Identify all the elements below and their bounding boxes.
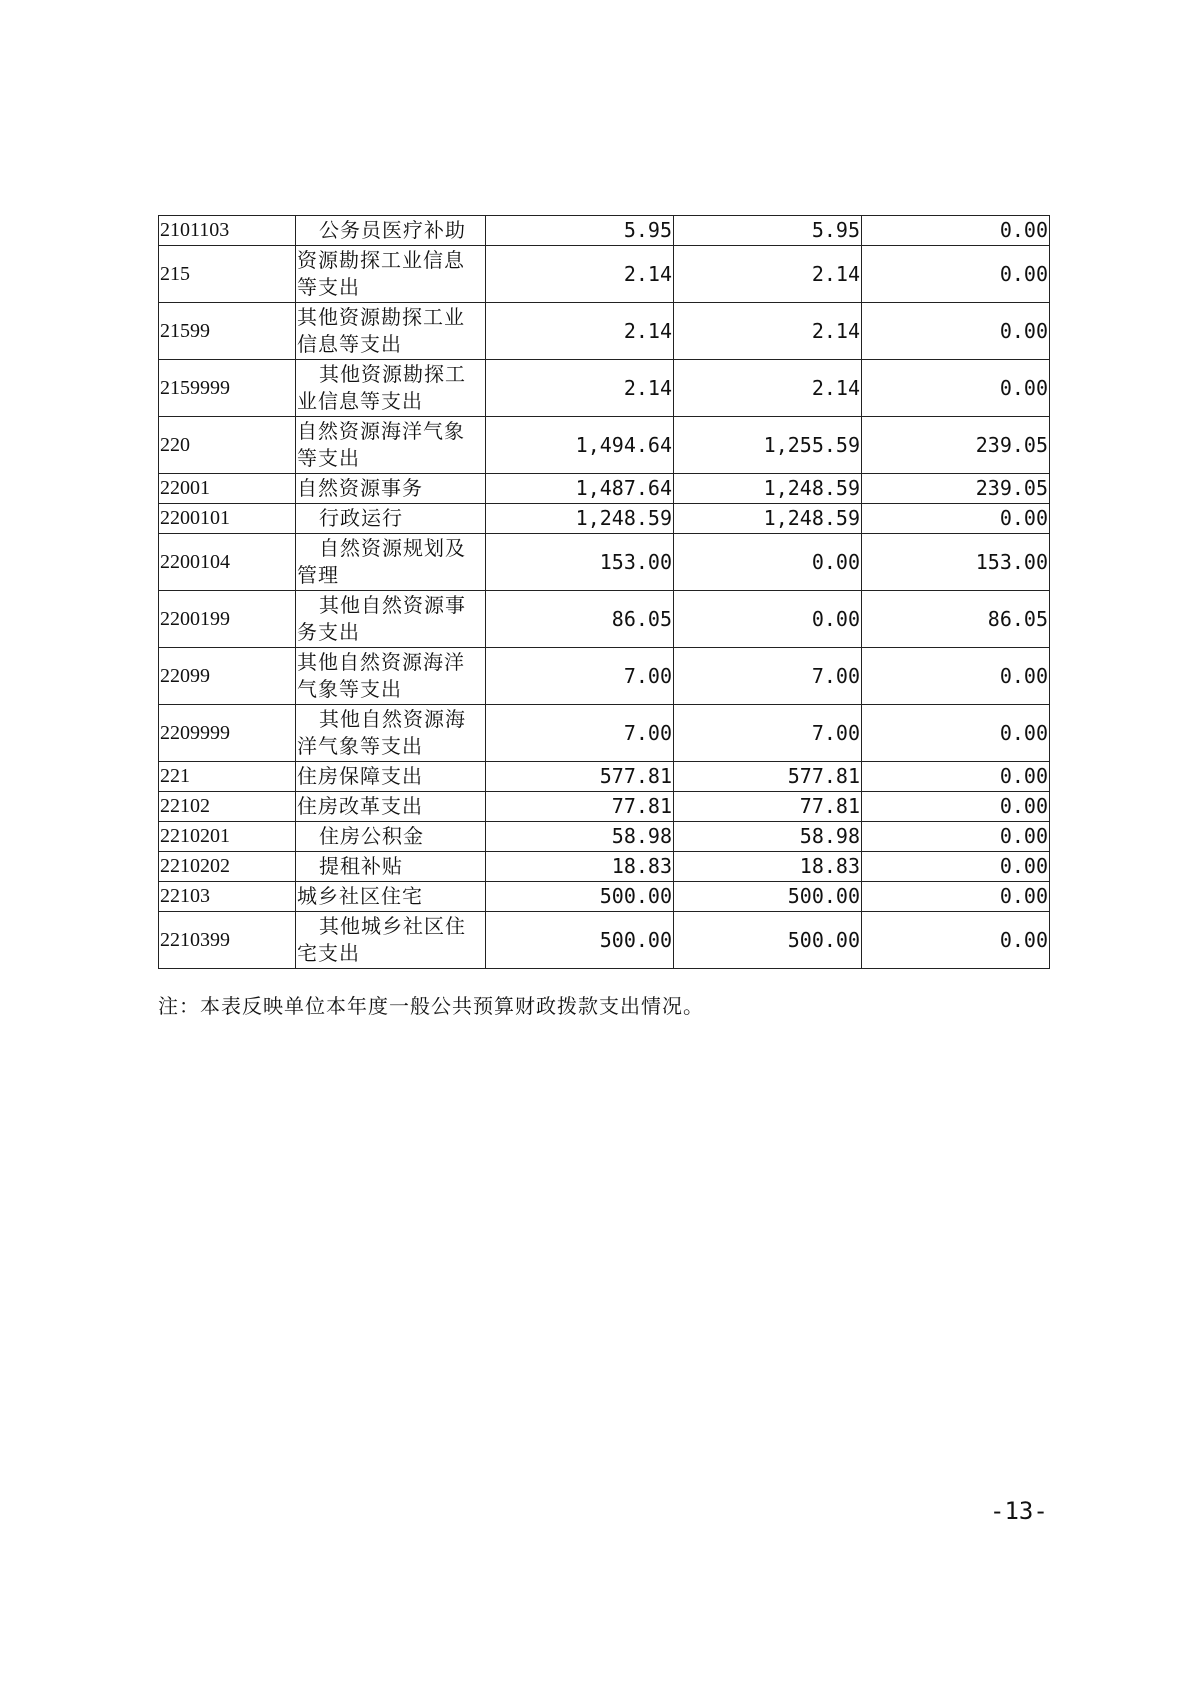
- account-name-cell: 行政运行: [296, 504, 486, 534]
- basic-expenditure-cell: 1,248.59: [674, 504, 862, 534]
- account-name-cell: 其他城乡社区住宅支出: [296, 912, 486, 969]
- project-expenditure-cell: 0.00: [862, 912, 1050, 969]
- project-expenditure-cell: 0.00: [862, 504, 1050, 534]
- account-name-cell: 自然资源事务: [296, 474, 486, 504]
- table-row: [159, 474, 1050, 504]
- basic-expenditure-cell: 1,248.59: [674, 474, 862, 504]
- basic-expenditure-cell: 0.00: [674, 591, 862, 648]
- basic-expenditure-cell: 2.14: [674, 303, 862, 360]
- page-number: -13-: [990, 1497, 1048, 1525]
- account-name-cell: 住房保障支出: [296, 762, 486, 792]
- table-row: [159, 303, 1050, 360]
- table-row: [159, 762, 1050, 792]
- project-expenditure-cell: 0.00: [862, 882, 1050, 912]
- account-name-cell: 其他自然资源事务支出: [296, 591, 486, 648]
- account-code-cell: 21599: [159, 303, 296, 360]
- basic-expenditure-cell: 2.14: [674, 360, 862, 417]
- total-amount-cell: 58.98: [486, 822, 674, 852]
- basic-expenditure-cell: 18.83: [674, 852, 862, 882]
- table-row: [159, 648, 1050, 705]
- table-row: [159, 246, 1050, 303]
- total-amount-cell: 577.81: [486, 762, 674, 792]
- account-code-cell: 221: [159, 762, 296, 792]
- table-row: [159, 417, 1050, 474]
- project-expenditure-cell: 86.05: [862, 591, 1050, 648]
- table-row: [159, 591, 1050, 648]
- account-name-cell: 自然资源海洋气象等支出: [296, 417, 486, 474]
- account-code-cell: 22001: [159, 474, 296, 504]
- table-row: [159, 882, 1050, 912]
- total-amount-cell: 86.05: [486, 591, 674, 648]
- account-code-cell: 2200104: [159, 534, 296, 591]
- basic-expenditure-cell: 7.00: [674, 705, 862, 762]
- project-expenditure-cell: 0.00: [862, 360, 1050, 417]
- account-code-cell: 22102: [159, 792, 296, 822]
- project-expenditure-cell: 239.05: [862, 417, 1050, 474]
- basic-expenditure-cell: 500.00: [674, 912, 862, 969]
- basic-expenditure-cell: 500.00: [674, 882, 862, 912]
- total-amount-cell: 2.14: [486, 360, 674, 417]
- total-amount-cell: 500.00: [486, 912, 674, 969]
- account-name-cell: 公务员医疗补助: [296, 216, 486, 246]
- basic-expenditure-cell: 577.81: [674, 762, 862, 792]
- account-name-cell: 城乡社区住宅: [296, 882, 486, 912]
- table-row: [159, 216, 1050, 246]
- project-expenditure-cell: 239.05: [862, 474, 1050, 504]
- basic-expenditure-cell: 5.95: [674, 216, 862, 246]
- table-row: [159, 822, 1050, 852]
- project-expenditure-cell: 0.00: [862, 648, 1050, 705]
- account-code-cell: 220: [159, 417, 296, 474]
- account-code-cell: 2209999: [159, 705, 296, 762]
- project-expenditure-cell: 153.00: [862, 534, 1050, 591]
- budget-table: [158, 215, 1050, 969]
- basic-expenditure-cell: 2.14: [674, 246, 862, 303]
- account-code-cell: 215: [159, 246, 296, 303]
- total-amount-cell: 1,494.64: [486, 417, 674, 474]
- basic-expenditure-cell: 0.00: [674, 534, 862, 591]
- table-row: [159, 912, 1050, 969]
- total-amount-cell: 2.14: [486, 303, 674, 360]
- project-expenditure-cell: 0.00: [862, 303, 1050, 360]
- account-name-cell: 提租补贴: [296, 852, 486, 882]
- project-expenditure-cell: 0.00: [862, 246, 1050, 303]
- table-row: [159, 504, 1050, 534]
- table-note: 注：本表反映单位本年度一般公共预算财政拨款支出情况。: [158, 994, 704, 1018]
- account-code-cell: 2200199: [159, 591, 296, 648]
- project-expenditure-cell: 0.00: [862, 705, 1050, 762]
- account-code-cell: 2210399: [159, 912, 296, 969]
- table-row: [159, 534, 1050, 591]
- total-amount-cell: 18.83: [486, 852, 674, 882]
- account-name-cell: 其他资源勘探工业信息等支出: [296, 360, 486, 417]
- total-amount-cell: 7.00: [486, 648, 674, 705]
- project-expenditure-cell: 0.00: [862, 852, 1050, 882]
- total-amount-cell: 2.14: [486, 246, 674, 303]
- account-code-cell: 2210201: [159, 822, 296, 852]
- table-row: [159, 852, 1050, 882]
- table-row: [159, 792, 1050, 822]
- total-amount-cell: 153.00: [486, 534, 674, 591]
- basic-expenditure-cell: 58.98: [674, 822, 862, 852]
- total-amount-cell: 7.00: [486, 705, 674, 762]
- project-expenditure-cell: 0.00: [862, 792, 1050, 822]
- project-expenditure-cell: 0.00: [862, 822, 1050, 852]
- account-code-cell: 2210202: [159, 852, 296, 882]
- account-name-cell: 资源勘探工业信息等支出: [296, 246, 486, 303]
- total-amount-cell: 77.81: [486, 792, 674, 822]
- account-code-cell: 22099: [159, 648, 296, 705]
- basic-expenditure-cell: 77.81: [674, 792, 862, 822]
- account-code-cell: 2101103: [159, 216, 296, 246]
- total-amount-cell: 1,248.59: [486, 504, 674, 534]
- account-name-cell: 住房公积金: [296, 822, 486, 852]
- total-amount-cell: 1,487.64: [486, 474, 674, 504]
- account-code-cell: 2159999: [159, 360, 296, 417]
- project-expenditure-cell: 0.00: [862, 216, 1050, 246]
- total-amount-cell: 500.00: [486, 882, 674, 912]
- project-expenditure-cell: 0.00: [862, 762, 1050, 792]
- table-body: [159, 216, 1050, 969]
- basic-expenditure-cell: 1,255.59: [674, 417, 862, 474]
- account-name-cell: 住房改革支出: [296, 792, 486, 822]
- basic-expenditure-cell: 7.00: [674, 648, 862, 705]
- table-row: [159, 360, 1050, 417]
- account-name-cell: 其他自然资源海洋气象等支出: [296, 648, 486, 705]
- account-name-cell: 自然资源规划及管理: [296, 534, 486, 591]
- table-row: [159, 705, 1050, 762]
- account-name-cell: 其他资源勘探工业信息等支出: [296, 303, 486, 360]
- account-code-cell: 2200101: [159, 504, 296, 534]
- total-amount-cell: 5.95: [486, 216, 674, 246]
- account-name-cell: 其他自然资源海洋气象等支出: [296, 705, 486, 762]
- account-code-cell: 22103: [159, 882, 296, 912]
